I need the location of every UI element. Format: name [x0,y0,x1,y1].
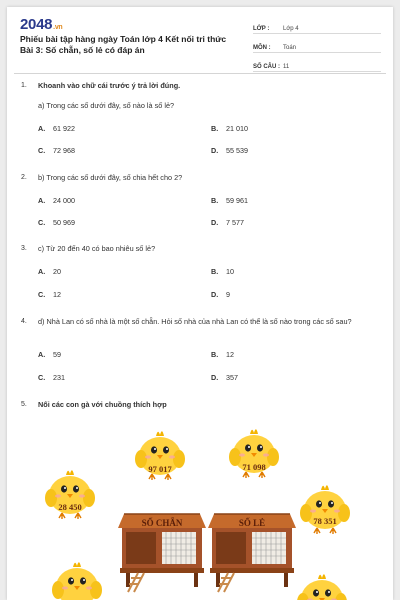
option-text: 59 [53,350,61,359]
question-text: Nối các con gà với chuồng thích hợp [38,400,167,409]
option-text: 50 969 [53,218,75,227]
meta-key: LỚP : [253,26,270,32]
option-letter: A. [38,267,46,276]
option-letter: C. [38,290,46,299]
chick-97017[interactable] [135,431,185,480]
chick-28450[interactable] [45,470,95,519]
question-number: 2. [21,174,27,181]
chick-number: 71 098 [242,462,266,472]
meta-value: Toán [283,45,297,51]
question-text: d) Nhà Lan có số nhà là một số chẵn. Hỏi số nhà của nhà Lan có thể là số nào trong các số sau? [38,317,352,326]
option-letter: B. [211,196,219,205]
option-text: 10 [226,267,234,276]
chick-number: 78 351 [313,516,337,526]
option-text: 9 [226,290,230,299]
chick-partial-bottom-left [52,562,102,600]
option-text: 24 000 [53,196,75,205]
option-text: 12 [226,350,234,359]
option-letter: D. [211,373,219,382]
question-number: 3. [21,245,27,252]
option-letter: D. [211,146,219,155]
option-letter: C. [38,146,46,155]
option-letter: C. [38,218,46,227]
option-text: 12 [53,290,61,299]
option-text: 21 010 [226,124,248,133]
question-number: 4. [21,318,27,325]
document-title: Phiếu bài tập hàng ngày Toán lớp 4 Kết nối tri thức Bài 3: Số chẵn, số lẻ có đáp án [20,34,227,55]
option-text: 20 [53,267,61,276]
logo-text: 2048 [20,16,53,33]
chick-figure [300,485,350,534]
option-letter: A. [38,196,46,205]
meta-key: MÔN : [253,45,271,51]
coop-label: SỐ LẺ [238,518,266,528]
option-letter: D. [211,290,219,299]
question-text: c) Từ 20 đến 40 có bao nhiêu số lẻ? [38,244,156,253]
option-letter: D. [211,218,219,227]
coop-label: SỐ CHẴN [141,518,183,528]
option-text: 7 577 [226,218,244,227]
chick-partial-bottom-right [297,574,347,600]
matching-illustration [7,7,393,600]
chick-number: 97 017 [148,464,172,474]
option-text: 357 [226,373,238,382]
meta-key: SỐ CÂU : [253,64,280,70]
option-letter: A. [38,124,46,133]
question-text: b) Trong các số dưới đây, số chia hết cho 2? [38,173,183,182]
option-text: 61 922 [53,124,75,133]
question-text: Khoanh vào chữ cái trước ý trả lời đúng. [38,81,181,90]
option-text: 59 961 [226,196,248,205]
option-letter: B. [211,124,219,133]
worksheet-page [7,7,393,600]
question-subtext: a) Trong các số dưới đây, số nào là số lẻ? [38,101,175,110]
option-letter: B. [211,267,219,276]
meta-value: Lớp 4 [283,26,299,32]
question-number: 5. [21,401,27,408]
chick-78351[interactable] [300,485,350,534]
option-text: 72 968 [53,146,75,155]
option-letter: A. [38,350,46,359]
question-number: 1. [21,82,27,89]
chick-number: 28 450 [58,502,82,512]
coop-odd[interactable] [208,514,296,592]
chick-71098[interactable] [229,429,279,478]
option-text: 55 539 [226,146,248,155]
coop-even[interactable] [118,514,206,592]
option-text: 231 [53,373,65,382]
logo-suffix: .vn [53,24,63,31]
option-letter: C. [38,373,46,382]
meta-value: 11 [283,64,290,70]
option-letter: B. [211,350,219,359]
